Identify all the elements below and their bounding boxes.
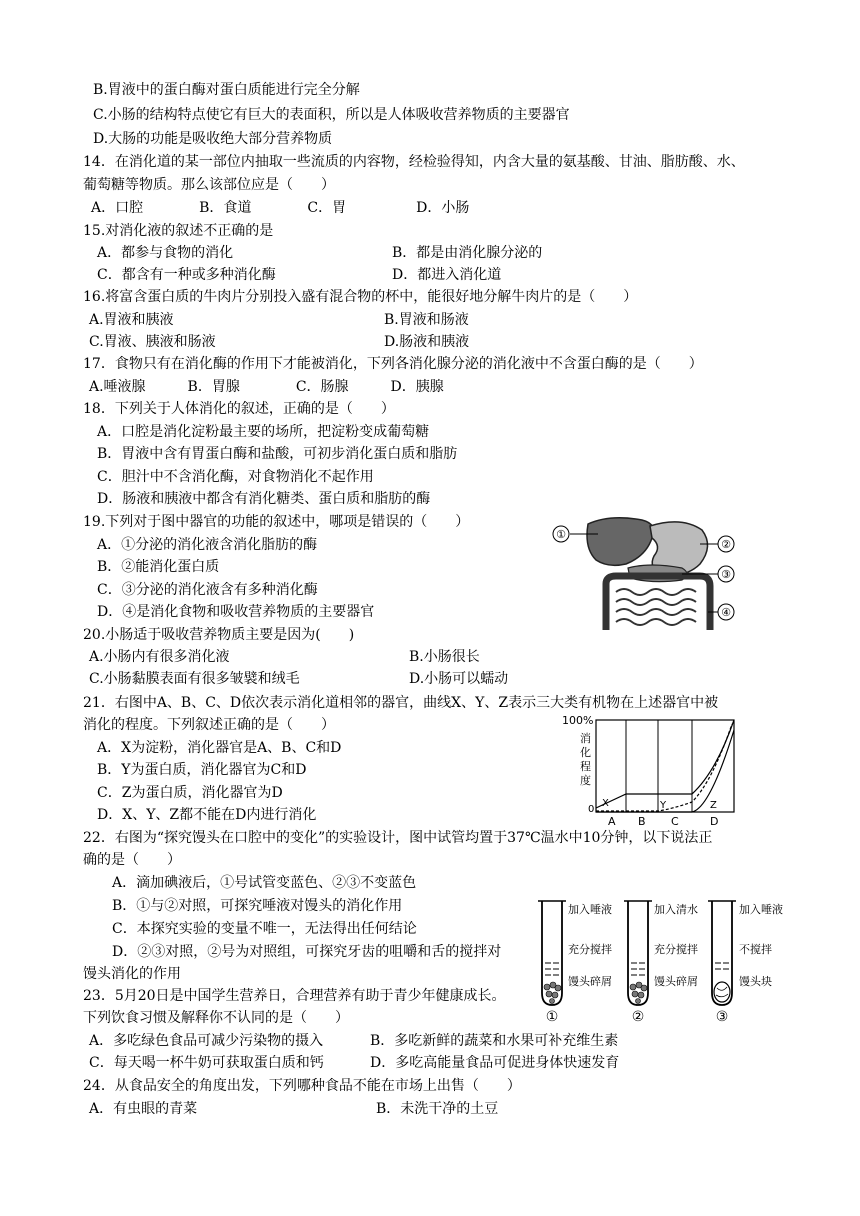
- tube-3-food-label: 馒头块: [739, 975, 772, 988]
- region-d: D: [710, 815, 719, 828]
- q15-option-c: C．都含有一种或多种消化酶: [97, 267, 276, 283]
- q22-stem-line2: 确的是（ ）: [83, 852, 181, 868]
- q20-option-a: A.小肠内有很多消化液: [89, 649, 230, 665]
- q18-option-b: B．胃液中含有胃蛋白酶和盐酸，可初步消化蛋白质和脂肪: [97, 446, 458, 462]
- q15-option-a: A．都参与食物的消化: [97, 245, 234, 261]
- q24-option-a: A．有虫眼的青菜: [89, 1101, 198, 1117]
- q20-stem: 20.小肠适于吸收营养物质主要是因为( ): [83, 627, 355, 643]
- q22-option-a: A．滴加碘液后，①号试管变蓝色、②③不变蓝色: [112, 875, 417, 891]
- label-3: ③: [721, 568, 731, 581]
- tube-1-number: ①: [545, 1009, 559, 1025]
- q21-option-d: D．X、Y、Z都不能在D内进行消化: [97, 807, 317, 823]
- q21-option-b: B．Y为蛋白质，消化器官为C和D: [97, 762, 307, 778]
- q21-stem-line1: 21．右图中A、B、C、D依次表示消化道相邻的器官，曲线X、Y、Z表示三大类有机物在上述器官中被: [83, 695, 719, 711]
- liver-shape: [587, 518, 654, 566]
- q20-option-d: D.小肠可以蠕动: [409, 671, 509, 687]
- q23-stem-line1: 23．5月20日是中国学生营养日，合理营养有助于青少年健康成长。: [83, 988, 506, 1004]
- digestive-system-figure: [550, 512, 740, 630]
- q13-option-d: D.大肠的功能是吸收绝大部分营养物质: [93, 131, 333, 147]
- q15-option-d: D．都进入消化道: [392, 267, 502, 283]
- tube-1-stir-label: 充分搅拌: [568, 943, 612, 956]
- q15-stem: 15.对消化液的叙述不正确的是: [83, 223, 274, 239]
- tube-3-number: ③: [715, 1009, 729, 1025]
- q13-option-b: B.胃液中的蛋白酶对蛋白质能进行完全分解: [93, 82, 360, 98]
- q17-options: A.唾液腺 B．胃腺 C．肠腺 D．胰腺: [89, 379, 444, 395]
- region-c: C: [671, 815, 679, 828]
- label-1: ①: [556, 528, 566, 541]
- graph-top-label: 100%: [562, 714, 594, 727]
- q21-stem-line2: 消化的程度。下列叙述正确的是（ ）: [83, 717, 335, 733]
- q13-option-c: C.小肠的结构特点使它有巨大的表面积，所以是人体吸收营养物质的主要器官: [93, 107, 570, 123]
- tube-2-stir-label: 充分搅拌: [654, 943, 698, 956]
- label-2: ②: [721, 538, 731, 551]
- q15-option-b: B．都是由消化腺分泌的: [392, 245, 543, 261]
- curve-label-y: Y: [660, 800, 667, 811]
- q22-option-d-line1: D．②③对照，②号为对照组，可探究牙齿的咀嚼和舌的搅拌对: [112, 944, 502, 960]
- q23-stem-line2: 下列饮食习惯及解释你不认同的是（ ）: [83, 1010, 349, 1026]
- q19-option-a: A．①分泌的消化液含消化脂肪的酶: [97, 537, 318, 553]
- test-tube-2: [624, 901, 652, 1005]
- q19-option-b: B．②能消化蛋白质: [97, 559, 220, 575]
- region-a: A: [608, 815, 616, 828]
- q23-option-a: A．多吃绿色食品可减少污染物的摄入: [89, 1033, 324, 1049]
- region-b: B: [638, 815, 646, 828]
- q18-stem: 18．下列关于人体消化的叙述，正确的是（ ）: [83, 401, 395, 417]
- q22-option-b: B．①与②对照，可探究唾液对馒头的消化作用: [112, 898, 403, 914]
- test-tube-3: [708, 901, 736, 1005]
- q14-stem-line2: 葡萄糖等物质。那么该部位应是（ ）: [83, 177, 335, 193]
- q16-option-d: D.肠液和胰液: [384, 334, 470, 350]
- tube-3-add-label: 加入唾液: [739, 903, 783, 916]
- q16-option-b: B.胃液和肠液: [384, 312, 469, 328]
- q22-option-d-line2: 馒头消化的作用: [83, 966, 181, 982]
- q16-option-c: C.胃液、胰液和肠液: [89, 334, 216, 350]
- tube-2-food-label: 馒头碎屑: [654, 975, 698, 988]
- curve-label-z: Z: [710, 800, 717, 811]
- q18-option-c: C．胆汁中不含消化酶，对食物消化不起作用: [97, 469, 374, 485]
- q22-stem-line1: 22．右图为“探究馒头在口腔中的变化”的实验设计，图中试管均置于37℃温水中10分钟，以下说法正: [83, 830, 713, 846]
- graph-ylabel-3: 程: [580, 760, 591, 773]
- q16-stem: 16.将富含蛋白质的牛肉片分别投入盛有混合物的杯中，能很好地分解牛肉片的是（ ）: [83, 289, 638, 305]
- tube-1-food-label: 馒头碎屑: [568, 975, 612, 988]
- q18-option-d: D．肠液和胰液中都含有消化糖类、蛋白质和脂肪的酶: [97, 491, 431, 507]
- q14-options: A．口腔 B．食道 C．胃 D．小肠: [91, 200, 470, 216]
- q16-option-a: A.胃液和胰液: [89, 312, 174, 328]
- tube-1-add-label: 加入唾液: [568, 903, 612, 916]
- graph-ylabel-2: 化: [580, 746, 591, 759]
- q18-option-a: A．口腔是消化淀粉最主要的场所，把淀粉变成葡萄糖: [97, 424, 430, 440]
- test-tube-figure: [528, 893, 798, 1025]
- q23-option-d: D．多吃高能量食品可促进身体快速发育: [370, 1055, 620, 1071]
- graph-origin: 0: [588, 804, 595, 815]
- q22-option-c: C．本探究实验的变量不唯一，无法得出任何结论: [112, 921, 417, 937]
- graph-ylabel-4: 度: [580, 774, 591, 787]
- test-tube-1: [538, 901, 566, 1005]
- small-intestine-shape: [616, 589, 696, 625]
- q24-stem: 24．从食品安全的角度出发，下列哪种食品不能在市场上出售（ ）: [83, 1078, 521, 1094]
- curve-label-x: X: [602, 798, 609, 809]
- graph-ylabel-1: 消: [580, 732, 591, 745]
- q24-option-b: B．未洗干净的土豆: [376, 1101, 499, 1117]
- q21-option-c: C．Z为蛋白质，消化器官为D: [97, 785, 283, 801]
- q19-stem: 19.下列对于图中器官的功能的叙述中，哪项是错误的（ ）: [83, 514, 470, 530]
- q20-option-c: C.小肠黏膜表面有很多皱襞和绒毛: [89, 671, 300, 687]
- tube-2-number: ②: [631, 1009, 645, 1025]
- tube-3-stir-label: 不搅拌: [739, 943, 772, 956]
- q20-option-b: B.小肠很长: [409, 649, 480, 665]
- q14-stem-line1: 14．在消化道的某一部位内抽取一些流质的内容物，经检验得知，内含大量的氨基酸、甘油、脂肪酸、水、: [83, 154, 745, 170]
- curve-x: [596, 720, 734, 808]
- digestion-graph: [560, 712, 740, 828]
- q19-option-c: C．③分泌的消化液含有多种消化酶: [97, 582, 318, 598]
- q17-stem: 17．食物只有在消化酶的作用下才能被消化，下列各消化腺分泌的消化液中不含蛋白酶的是（ ）: [83, 356, 703, 372]
- q23-option-c: C．每天喝一杯牛奶可获取蛋白质和钙: [89, 1055, 324, 1071]
- tube-2-add-label: 加入清水: [654, 903, 698, 916]
- q21-option-a: A．X为淀粉，消化器官是A、B、C和D: [97, 740, 342, 756]
- q23-option-b: B．多吃新鲜的蔬菜和水果可补充维生素: [370, 1033, 619, 1049]
- label-4: ④: [721, 606, 731, 619]
- q19-option-d: D．④是消化食物和吸收营养物质的主要器官: [97, 604, 375, 620]
